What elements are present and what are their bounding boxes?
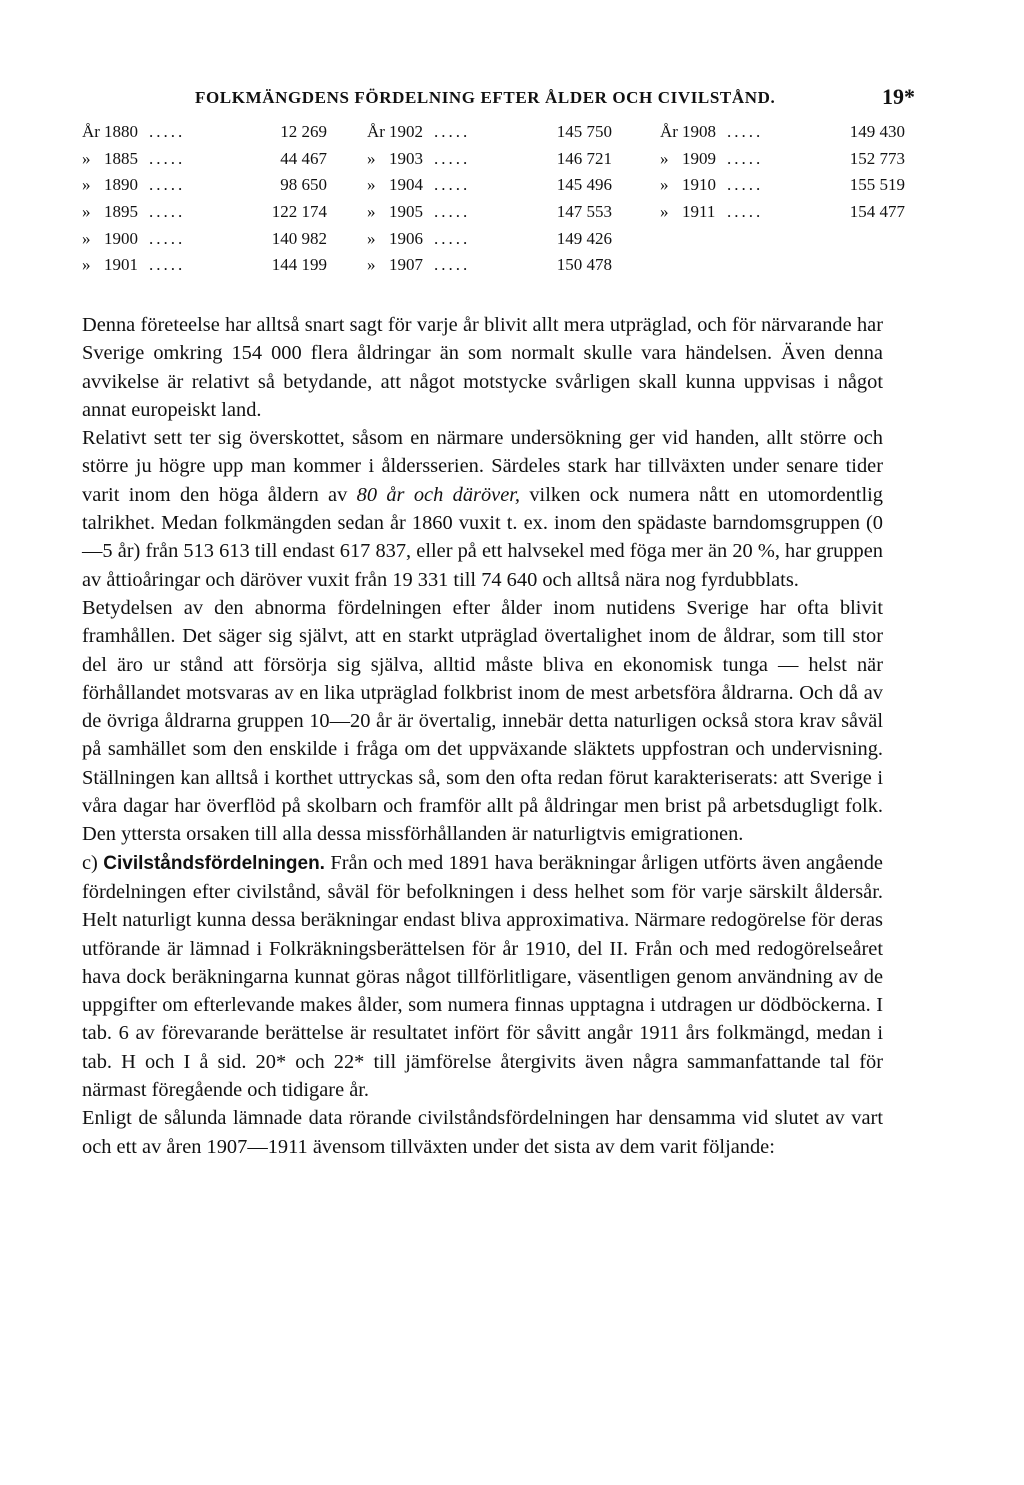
dot-leader: ..... [149, 255, 186, 275]
section-label: c) [82, 851, 98, 874]
table-row [367, 202, 632, 229]
year-prefix: » [660, 202, 669, 222]
table-row [367, 255, 632, 282]
table-row [367, 229, 632, 256]
table-row [82, 255, 347, 282]
running-header [195, 84, 915, 114]
paragraph: Denna företeelse har alltså snart sagt för varje år blivit allt mera utpräglad, och för närvarande har Sverige omkring 154 000 flera åldringar än som normalt skulle vara händelsen. Även denna avvikelse är relativt så betydande, att något motstycke svårligen skall kunna uppvisas i något annat europeiskt land. [82, 314, 883, 421]
value-cell: 98 650 [280, 175, 327, 195]
value-cell: 12 269 [280, 122, 327, 141]
year-cell: 1909 [682, 148, 716, 168]
dot-leader: ..... [434, 202, 471, 222]
value-cell: 150 478 [556, 255, 612, 275]
section-heading: Civilståndsfördelningen. [103, 852, 325, 874]
value-cell: 44 467 [280, 148, 327, 168]
value-cell: 149 426 [556, 228, 612, 248]
year-cell: 1890 [104, 175, 138, 195]
dot-leader: ..... [434, 148, 471, 168]
table-column [660, 122, 925, 229]
paragraph-text: Från och med 1891 hava beräkningar årligen utförts även angående fördelningen efter civilstånd, såväl för befolkningen i dess helhet som för varje särskilt åldersår. Helt naturligt kunna dessa beräkningar endast bliva approximativa. Närmare redogörelse för deras utförande är lämnad i Folkräkningsberättelsen för år 1910, del II. Från och med redogörelseåret hava dock beräkningarna kunnat göras något tillförlitligare, väsentligen genom användning av de uppgifter om efterlevande makes ålder, som numera finnas upptagna i utdragen ur dödböckerna. I tab. 6 av förevarande berättelse är resultatet infört för såvitt angår 1911 års folkmängd, medan i tab. H och I å sid. 20* och 22* till jämförelse återgivits även några sammanfattande tal för närmast föregående och tidigare år. [82, 851, 883, 1102]
table-row [82, 202, 347, 229]
year-prefix: » [82, 228, 91, 248]
dot-leader: ..... [149, 148, 186, 168]
dot-leader: ..... [149, 122, 186, 141]
dot-leader: ..... [434, 228, 471, 248]
value-cell: 155 519 [849, 175, 905, 195]
value-cell: 140 982 [271, 228, 327, 248]
dot-leader: ..... [727, 148, 764, 168]
year-prefix: » [367, 255, 376, 275]
year-cell: 1903 [389, 148, 423, 168]
dot-leader: ..... [727, 175, 764, 195]
table-column [82, 122, 347, 282]
table-row [660, 202, 925, 229]
year-cell: 1885 [104, 148, 138, 168]
population-table [82, 122, 905, 287]
year-prefix: » [367, 228, 376, 248]
emphasized-text: 80 år och däröver, [356, 483, 521, 506]
year-cell: 1910 [682, 175, 716, 195]
page-number: 19* [882, 84, 915, 109]
value-cell: 144 199 [271, 255, 327, 275]
year-prefix: » [82, 148, 91, 168]
year-prefix: » [82, 175, 91, 195]
paragraph: Betydelsen av den abnorma fördelningen efter ålder inom nutidens Sverige har ofta blivit framhållen. Det säger sig självt, att en starkt utpräglad övertalighet inom de åldrar, som till stor del äro ur stånd att försörja sig själva, alltid måste bliva en ekonomisk tunga — helst när förhållandet motsvaras av en lika utpräglad folkbrist inom de mest arbetsföra åldrarna. Och då av de övriga åldrarna gruppen 10—20 år är övertalig, innebär detta naturligen också stora krav såväl på samhället som den enskilde i fråga om det uppväxande släktets uppfostran och undervisning. Ställningen kan alltså i korthet uttryckas så, som den ofta redan förut karakteriserats: att Sverige i våra dagar har överflöd på skolbarn och framför allt på åldringar men brist på arbetsdugligt folk. Den yttersta orsaken till alla dessa missförhållanden är naturligtvis emigrationen. [82, 596, 883, 846]
body-text [82, 311, 883, 1161]
value-cell: 152 773 [849, 148, 905, 168]
value-cell: 145 496 [556, 175, 612, 195]
table-row [660, 149, 925, 176]
dot-leader: ..... [149, 228, 186, 248]
value-cell: 149 430 [849, 122, 905, 141]
year-prefix: År [660, 122, 678, 141]
year-prefix: År [82, 122, 100, 141]
table-row [82, 175, 347, 202]
year-cell: 1905 [389, 202, 423, 222]
dot-leader: ..... [434, 122, 471, 141]
year-cell: 1906 [389, 228, 423, 248]
year-cell: 1900 [104, 228, 138, 248]
year-prefix: » [367, 202, 376, 222]
year-cell: 1911 [682, 202, 716, 222]
running-title: FOLKMÄNGDENS FÖRDELNING EFTER ÅLDER OCH CIVILSTÅND. [195, 88, 776, 107]
paragraph [82, 424, 883, 594]
table-row [660, 175, 925, 202]
paragraph: Enligt de sålunda lämnade data rörande civilståndsfördelningen har densamma vid slutet av vart och ett av åren 1907—1911 ävensom tillväxten under det sista av dem varit följande: [82, 1107, 883, 1158]
table-row [82, 229, 347, 256]
value-cell: 146 721 [556, 148, 612, 168]
value-cell: 154 477 [849, 202, 905, 222]
year-cell: 1880 [104, 122, 138, 141]
year-cell: 1901 [104, 255, 138, 275]
table-row [82, 149, 347, 176]
year-cell: 1895 [104, 202, 138, 222]
year-cell: 1904 [389, 175, 423, 195]
paragraph-text: vilken ock numera nått en utomordentlig talrikhet. Medan folkmängden sedan år 1860 vuxit t. ex. inom den spädaste barndomsgruppen (0—5 år) från 513 613 till endast 617 837, eller på ett halvsekel med föga mer än 20 %, har gruppen av åttioåringar och däröver vuxit från 19 331 till 74 640 och alltså nära nog fyrdubblats. [82, 483, 883, 591]
year-prefix: » [367, 175, 376, 195]
table-row [367, 175, 632, 202]
dot-leader: ..... [434, 255, 471, 275]
table-row [82, 122, 347, 149]
year-prefix: » [367, 148, 376, 168]
value-cell: 122 174 [271, 202, 327, 222]
dot-leader: ..... [434, 175, 471, 195]
paragraph-text: Relativt sett ter sig överskottet, såsom en närmare undersökning ger vid handen, allt större och större ju högre upp man kommer i åldersserien. Särdeles stark har tillväxten under senare tider varit inom den höga åldern av [82, 427, 883, 506]
value-cell: 145 750 [556, 122, 612, 141]
paragraph [82, 849, 883, 1105]
year-prefix: » [82, 202, 91, 222]
year-prefix: » [82, 255, 91, 275]
year-cell: 1907 [389, 255, 423, 275]
dot-leader: ..... [727, 202, 764, 222]
dot-leader: ..... [149, 202, 186, 222]
table-row [367, 149, 632, 176]
year-cell: 1908 [682, 122, 716, 141]
value-cell: 147 553 [556, 202, 612, 222]
year-cell: 1902 [389, 122, 423, 141]
year-prefix: År [367, 122, 385, 141]
table-row [660, 122, 925, 149]
table-row [367, 122, 632, 149]
table-column [367, 122, 632, 282]
year-prefix: » [660, 175, 669, 195]
dot-leader: ..... [727, 122, 764, 141]
year-prefix: » [660, 148, 669, 168]
dot-leader: ..... [149, 175, 186, 195]
